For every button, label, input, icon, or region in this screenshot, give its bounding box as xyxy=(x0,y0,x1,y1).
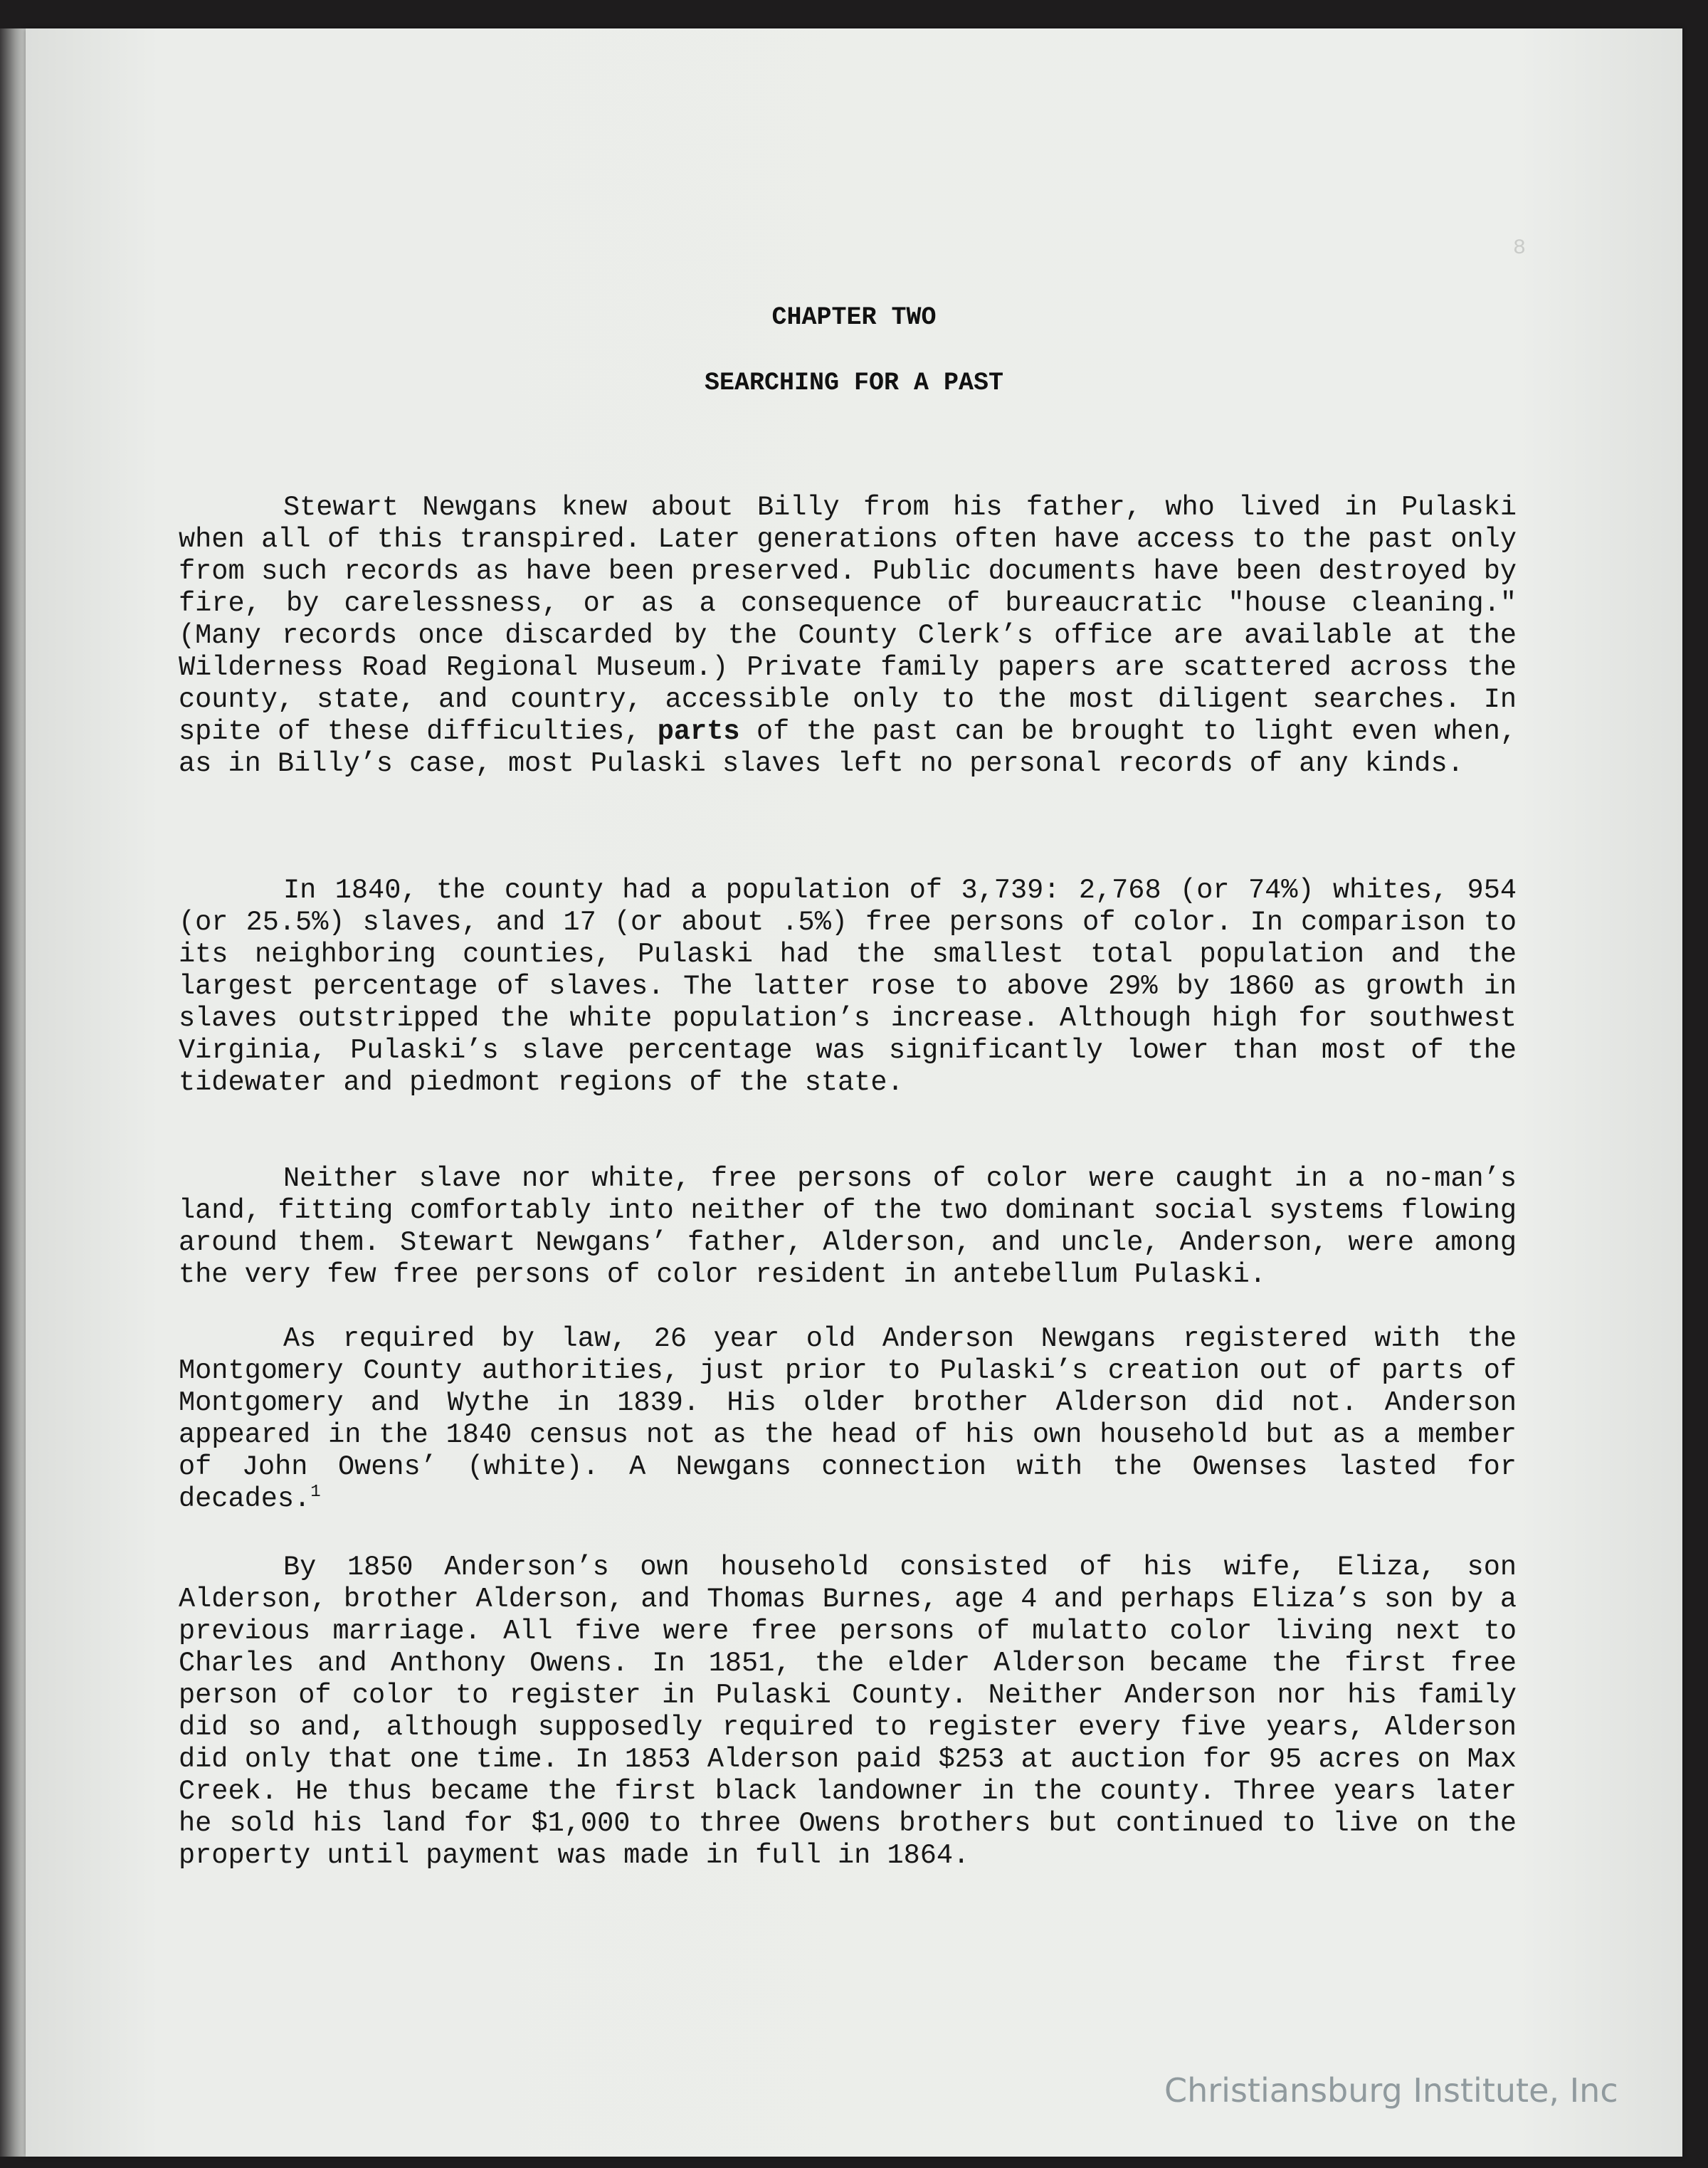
paragraph-5 xyxy=(179,1552,1517,1872)
watermark: Christiansburg Institute, Inc xyxy=(1164,2071,1618,2110)
paragraph-1-text-cont: of the past can be brought to light even when, as in Billy’s case, most Pulaski slaves left no personal records of any kinds. xyxy=(179,715,1517,779)
chapter-title: SEARCHING FOR A PAST xyxy=(704,369,1004,397)
document-page xyxy=(26,28,1682,2157)
paragraph-3-text: Neither slave nor white, free persons of color were caught in a no-man’s land, fitting comfortably into neither of the two dominant social systems flowing around them. Stewart Newgans’ father, Alderson, and uncle, Anderson, were among the very few free persons of color resident in antebellum Pulaski. xyxy=(179,1162,1517,1290)
paragraph-1-bold: parts xyxy=(657,715,740,747)
paragraph-2 xyxy=(179,875,1517,1099)
paragraph-5-text: By 1850 Anderson’s own household consisted of his wife, Eliza, son Alderson, brother Alderson, and Thomas Burnes, age 4 and perhaps Eliza’s son by a previous marriage. All five were free persons of mulatto color living next to Charles and Anthony Owens. In 1851, the elder Alderson became the first free person of color to register in Pulaski County. Neither Anderson nor his family did so and, although supposedly required to register every five years, Alderson did only that one time. In 1853 Alderson paid $253 at auction for 95 acres on Max Creek. He thus became the first black landowner in the county. Three years later he sold his land for $1,000 to three Owens brothers but continued to live on the property until payment was made in full in 1864. xyxy=(179,1551,1517,1871)
footnote-marker[interactable]: 1 xyxy=(310,1482,321,1502)
scan-edge xyxy=(0,28,26,2157)
paragraph-3 xyxy=(179,1163,1517,1291)
paragraph-1-text: Stewart Newgans knew about Billy from his father, who lived in Pulaski when all of this transpired. Later generations often have access to the past only from such records as have been preserved. Public documents have been destroyed by fire, by carelessness, or as a consequence of bureaucratic "house cleaning." (Many records once discarded by the County Clerk’s office are available at the Wilderness Road Regional Museum.) Private family papers are scattered across the county, state, and country, accessible only to the most diligent searches. In spite of these difficulties, xyxy=(179,491,1517,747)
page-number: 8 xyxy=(1513,236,1527,261)
chapter-label: CHAPTER TWO xyxy=(771,303,937,332)
paragraph-2-text: In 1840, the county had a population of 3,739: 2,768 (or 74%) whites, 954 (or 25.5%) slaves, and 17 (or about .5%) free persons of color. In comparison to its neighboring counties, Pulaski had the smallest total population and the largest percentage of slaves. The latter rose to above 29% by 1860 as growth in slaves outstripped the white population’s increase. Although high for southwest Virginia, Pulaski’s slave percentage was significantly lower than most of the tidewater and piedmont regions of the state. xyxy=(179,874,1517,1098)
paragraph-4-text: As required by law, 26 year old Anderson Newgans registered with the Montgomery County authorities, just prior to Pulaski’s creation out of parts of Montgomery and Wythe in 1839. His older brother Alderson did not. Anderson appeared in the 1840 census not as the head of his own household but as a member of John Owens’ (white). A Newgans connection with the Owenses lasted for decades. xyxy=(179,1322,1517,1515)
paragraph-4 xyxy=(179,1323,1517,1515)
paragraph-1 xyxy=(179,492,1517,780)
